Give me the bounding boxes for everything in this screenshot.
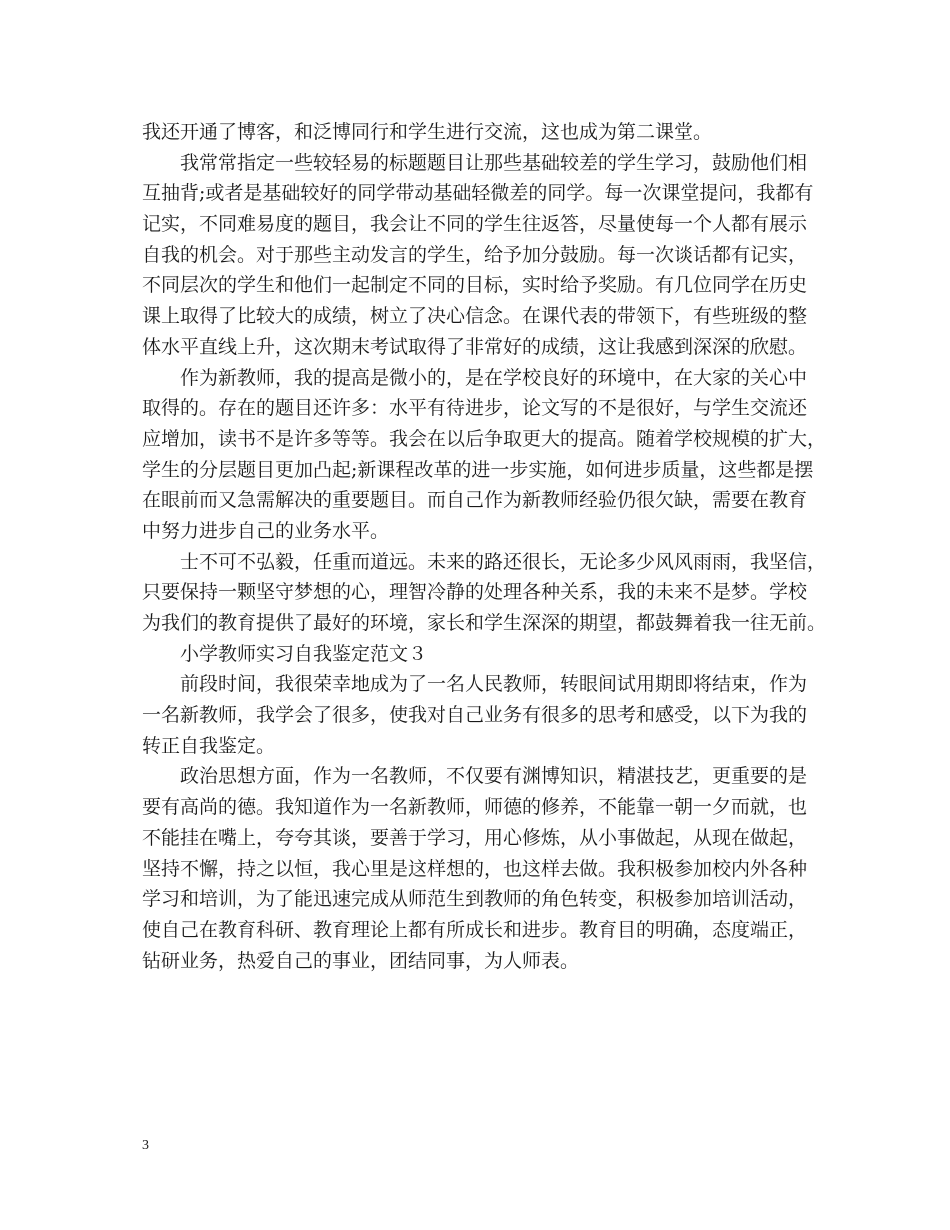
text-line: 使自己在教育科研、教育理论上都有所成长和进步。教育目的明确，态度端正， xyxy=(142,918,808,941)
body-text xyxy=(142,117,827,976)
text-line: 应增加，读书不是许多等等。我会在以后争取更大的提高。随着学校规模的扩大， xyxy=(142,427,827,450)
text-line: 在眼前而又急需解决的重要题目。而自己作为新教师经验仍很欠缺，需要在教育 xyxy=(142,489,808,512)
text-line: 一名新教师，我学会了很多，使我对自己业务有很多的思考和感受，以下为我的 xyxy=(142,704,808,727)
text-line: 我还开通了博客，和泛博同行和学生进行交流，这也成为第二课堂。 xyxy=(142,121,713,143)
text-line: 前段时间，我很荣幸地成为了一名人民教师，转眼间试用期即将结束，作为 xyxy=(180,673,808,696)
text-line: 士不可不弘毅，任重而道远。未来的路还很长，无论多少风风雨雨，我坚信， xyxy=(180,550,827,573)
text-line: 不能挂在嘴上，夸夸其谈，要善于学习，用心修炼，从小事做起，从现在做起， xyxy=(142,826,808,849)
text-line: 自我的机会。对于那些主动发言的学生，给予加分鼓励。每一次谈话都有记实， xyxy=(142,243,808,266)
text-line: 作为新教师，我的提高是微小的，是在学校良好的环境中，在大家的关心中 xyxy=(180,366,808,389)
text-line: 坚持不懈，持之以恒，我心里是这样想的，也这样去做。我积极参加校内外各种 xyxy=(142,857,808,880)
text-line: 政治思想方面，作为一名教师，不仅要有渊博知识，精湛技艺，更重要的是 xyxy=(180,765,808,788)
text-line: 要有高尚的德。我知道作为一名新教师，师德的修养，不能靠一朝一夕而就，也 xyxy=(142,796,808,819)
text-line: 互抽背;或者是基础较好的同学带动基础轻微差的同学。每一次课堂提问，我都有 xyxy=(142,182,814,205)
text-line: 学习和培训，为了能迅速完成从师范生到教师的角色转变，积极参加培训活动， xyxy=(142,888,808,911)
text-line: 记实，不同难易度的题目，我会让不同的学生往返答，尽量使每一个人都有展示 xyxy=(142,213,808,236)
text-line: 不同层次的学生和他们一起制定不同的目标，实时给予奖励。有几位同学在历史 xyxy=(142,274,808,297)
text-line: 学生的分层题目更加凸起;新课程改革的进一步实施，如何进步质量，这些都是摆 xyxy=(142,458,814,481)
page-number: 3 xyxy=(142,1138,149,1153)
text-line: 小学教师实习自我鉴定范文３ xyxy=(180,642,428,665)
text-line: 为我们的教育提供了最好的环境，家长和学生深深的期望，都鼓舞着我一往无前。 xyxy=(142,612,827,634)
text-line: 转正自我鉴定。 xyxy=(142,734,276,757)
text-line: 我常常指定一些较轻易的标题题目让那些基础较差的学生学习，鼓励他们相 xyxy=(180,151,808,174)
text-line: 体水平直线上升，这次期末考试取得了非常好的成绩，这让我感到深深的欣慰。 xyxy=(142,335,808,358)
text-line: 课上取得了比较大的成绩，树立了决心信念。在课代表的带领下，有些班级的整 xyxy=(142,305,808,328)
text-line: 钻研业务，热爱自己的事业，团结同事，为人师表。 xyxy=(142,949,580,972)
text-line: 只要保持一颗坚守梦想的心，理智冷静的处理各种关系，我的未来不是梦。学校 xyxy=(142,581,808,604)
text-line: 取得的。存在的题目还许多：水平有待进步，论文写的不是很好，与学生交流还 xyxy=(142,397,808,420)
text-line: 中努力进步自己的业务水平。 xyxy=(142,519,390,542)
